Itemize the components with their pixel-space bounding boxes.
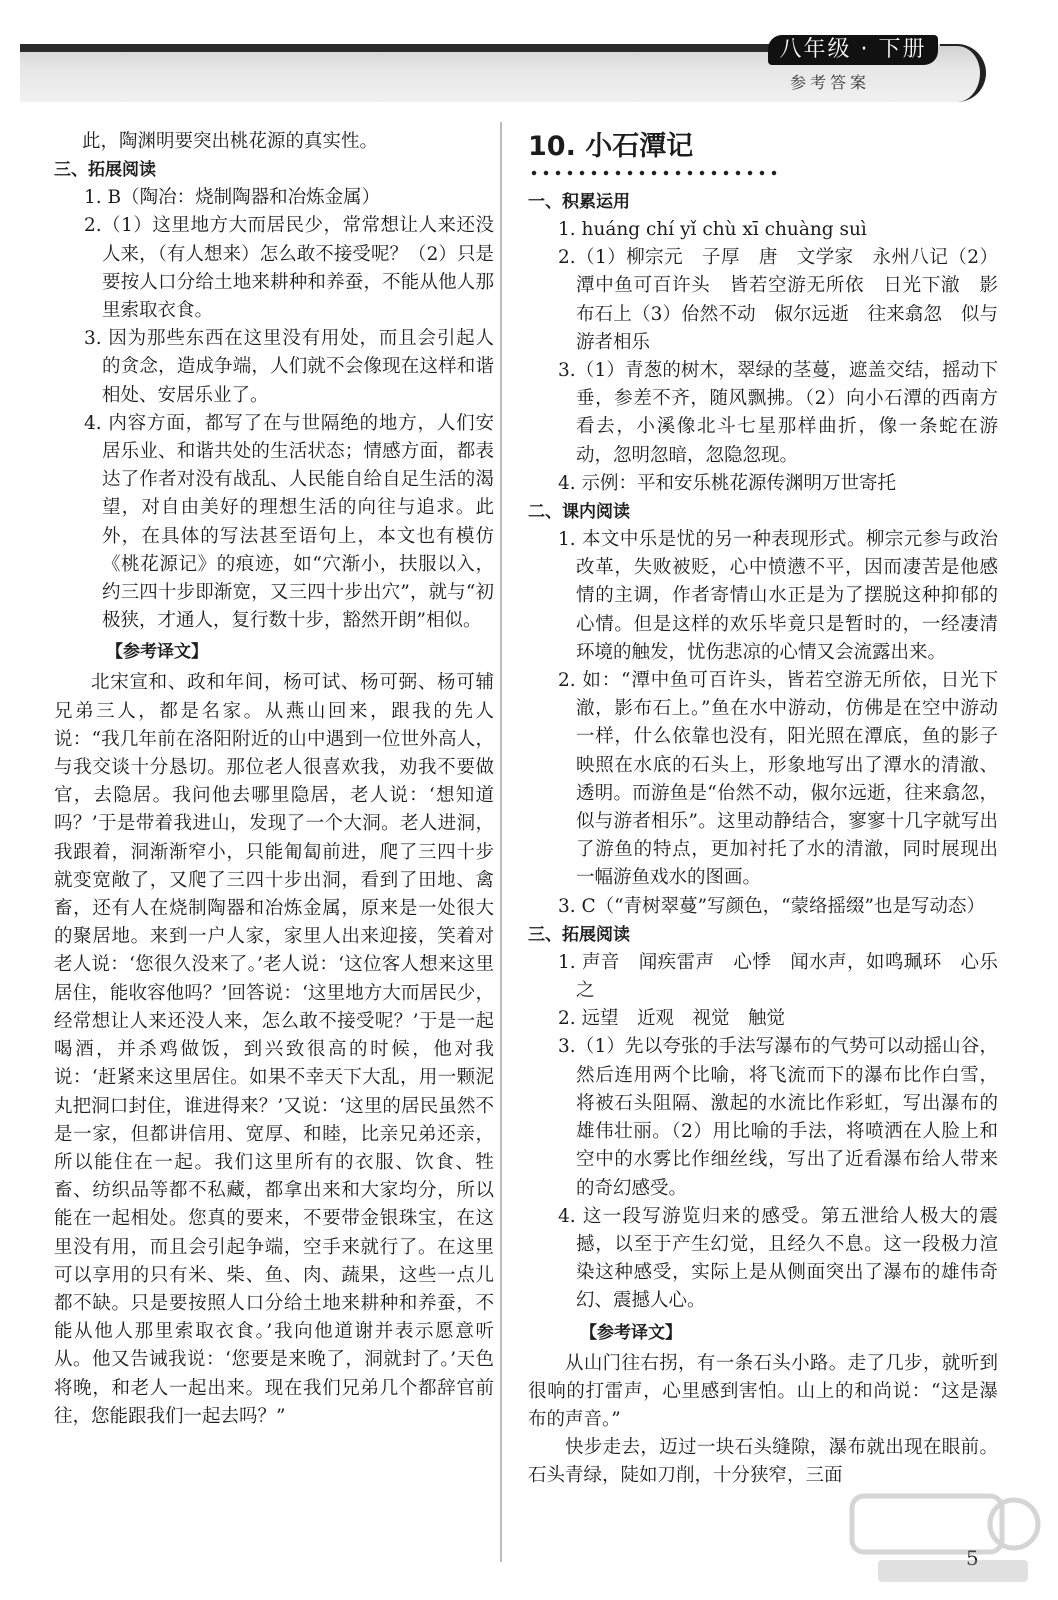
answer-2: 2.（1）柳宗元 子厚 唐 文学家 永州八记（2）潭中鱼可百许头 皆若空游无所依 日光下澈 影布石上（3）佁然不动 俶尔远逝 往来翕忽 似与游者相乐 xyxy=(558,247,998,353)
translation-text: 北宋宣和、政和年间，杨可试、杨可弼、杨可辅兄弟三人，都是名家。从燕山回来，跟我的先人说：“我几年前在洛阳附近的山中遇到一位世外高人，与我交谈十分恳切。那位老人很喜欢我，劝我不要做官，去隐居。我问他去哪里隐居，老人说：‘想知道吗？’于是带着我进山，发现了一个大洞。老人进洞，我跟着，洞渐渐窄小，只能匍匐前进，爬了三四十步就变宽敞了，又爬了三四十步出洞，看到了田地、禽畜，还有人在烧制陶器和冶炼金属，原来是一处很大的聚居地。来到一户人家，家里人出来迎接，笑着对老人说：‘您很久没来了。’老人说：‘这位客人想来这里居住，能收容他吗？’回答说：‘这里地方大而居民少，经常想让人来还没人来，怎么敢不接受呢？’于是一起喝酒，并杀鸡做饭，到兴致很高的时候，他对我说：‘赶紧来这里居住。如果不幸天下大乱，用一颗泥丸把洞口封住，谁进得来？’又说：‘这里的居民虽然不是一家，但都讲信用、宽厚、和睦，比亲兄弟还亲，所以能住在一起。我们这里所有的衣服、饮食、牲畜、纺织品等都不私藏，都拿出来和大家均分，所以能在一起相处。您真的要来，不要带金银珠宝，在这里没有用，而且会引起争端，空手来就行了。在这里可以享用的只有米、柴、鱼、肉、蔬果，这些一点儿都不缺。只是要按照人口分给土地来耕种和养蚕，不能从他人那里索取衣食。’我向他道谢并表示愿意听从。他又告诫我说：‘您要是来晚了，洞就封了。’天色将晚，和老人一起出来。现在我们兄弟几个都辞官前往，您能跟我们一起去吗？” xyxy=(54,672,494,1427)
header-curve xyxy=(940,44,986,102)
translation-tag: 【参考译文】 xyxy=(580,1322,682,1343)
reading-answer-1: 1. 本文中乐是忧的另一种表现形式。柳宗元参与政治改革，失败被贬，心中愤懑不平，因而凄苦是他感情的主调，作者寄情山水正是为了摆脱这种抑郁的心情。但是这样的欢乐毕竟只是暂时的，一经凄清环境的触发，忧伤悲凉的心情又会流露出来。 xyxy=(558,529,998,663)
translation-paragraph-1: 从山门往右拐，有一条石头小路。走了几步，就听到很响的打雷声，心里感到害怕。山上的和尚说：“这是瀑布的声音。” xyxy=(528,1352,998,1430)
title-dots xyxy=(528,170,780,176)
section-heading-accumulation: 一、积累运用 xyxy=(528,192,630,212)
header-rule xyxy=(20,44,790,52)
answer-2: 2.（1）这里地方大而居民少，常常想让人来还没人来，（有人想来）怎么敢不接受呢？（2）只是要按人口分给土地来耕种和养蚕，不能从他人那里索取衣食。 xyxy=(84,215,494,322)
translation-tag: 【参考译文】 xyxy=(106,642,208,663)
section-heading-extended-reading: 三、拓展阅读 xyxy=(54,160,156,181)
left-column xyxy=(54,128,494,1431)
page-number: 5 xyxy=(966,1546,979,1570)
right-column xyxy=(528,128,998,1491)
column-divider xyxy=(500,122,502,1562)
watermark-logo xyxy=(848,1488,1044,1588)
section-heading-in-class-reading: 二、课内阅读 xyxy=(528,502,630,523)
reading-answer-3: 3. C（“青树翠蔓”写颜色，“蒙络摇缀”也是写动态） xyxy=(558,895,986,917)
answer-4: 4. 示例：平和安乐桃花源传渊明万世寄托 xyxy=(558,472,897,494)
extended-answer-4: 4. 这一段写游览归来的感受。第五泄给人极大的震撼，以至于产生幻觉，且经久不息。这一段极力渲染这种感受，实际上是从侧面突出了瀑布的雄伟奇幻、震撼人心。 xyxy=(558,1205,998,1312)
lesson-title: 10. 小石潭记 xyxy=(528,131,694,162)
extended-answer-1: 1. 声音 闻疾雷声 心悸 闻水声，如鸣珮环 心乐之 xyxy=(558,951,998,1002)
extended-answer-2: 2. 远望 近观 视觉 触觉 xyxy=(558,1008,786,1030)
pinyin-answer: 1. huáng chí yǐ chù xī chuàng suì xyxy=(558,219,867,240)
section-heading-extended-reading: 三、拓展阅读 xyxy=(528,924,630,945)
reading-answer-2: 2. 如：“潭中鱼可百许头，皆若空游无所依，日光下澈，影布石上。”鱼在水中游动，仿佛是在空中游动一样，什么依靠也没有，阳光照在潭底，鱼的影子映照在水底的石头上，形象地写出了潭水的清澈、透明。而游鱼是“佁然不动，俶尔远逝，往来翕忽，似与游者相乐”。这里动静结合，寥寥十几字就写出了游鱼的特点，更加衬托了水的清澈，同时展现出一幅游鱼戏水的图画。 xyxy=(558,670,998,889)
continued-text: 此，陶渊明要突出桃花源的真实性。 xyxy=(82,131,379,152)
extended-answer-3: 3.（1）先以夸张的手法写瀑布的气势可以动摇山谷，然后连用两个比喻，将飞流而下的瀑布比作白雪，将被石头阻隔、激起的水流比作彩虹，写出瀑布的雄伟壮丽。（2）用比喻的手法，将喷洒在人脸上和空中的水雾比作细丝线，写出了近看瀑布给人带来的奇幻感受。 xyxy=(558,1036,998,1199)
answer-4: 4. 内容方面，都写了在与世隔绝的地方，人们安居乐业、和谐共处的生活状态；情感方面，都表达了作者对没有战乱、人民能自给自足生活的渴望，对自由美好的理想生活的向往与追求。此外，在具体的写法甚至语句上，本文也有模仿《桃花源记》的痕迹，如“穴渐小，扶服以入，约三四十步即渐宽，又三四十步出穴”，就与“初极狭，才通人，复行数十步，豁然开朗”相似。 xyxy=(84,412,494,632)
header-subtitle: 参考答案 xyxy=(790,73,871,92)
translation-paragraph-2: 快步走去，迈过一块石头缝隙，瀑布就出现在眼前。石头青绿，陡如刀削，十分狭窄，三面 xyxy=(528,1437,998,1487)
grade-tab: 八年级 · 下册 xyxy=(768,35,938,65)
answer-3: 3.（1）青葱的树木，翠绿的茎蔓，遮盖交结，摇动下垂，参差不齐，随风飘拂。（2）向小石潭的西南方看去，小溪像北斗七星那样曲折，像一条蛇在游动，忽明忽暗，忽隐忽现。 xyxy=(558,360,998,466)
answer-3: 3. 因为那些东西在这里没有用处，而且会引起人的贪念，造成争端，人们就不会像现在这样和谐相处、安居乐业了。 xyxy=(84,328,494,406)
answer-1: 1. B（陶冶：烧制陶器和冶炼金属） xyxy=(84,187,381,209)
